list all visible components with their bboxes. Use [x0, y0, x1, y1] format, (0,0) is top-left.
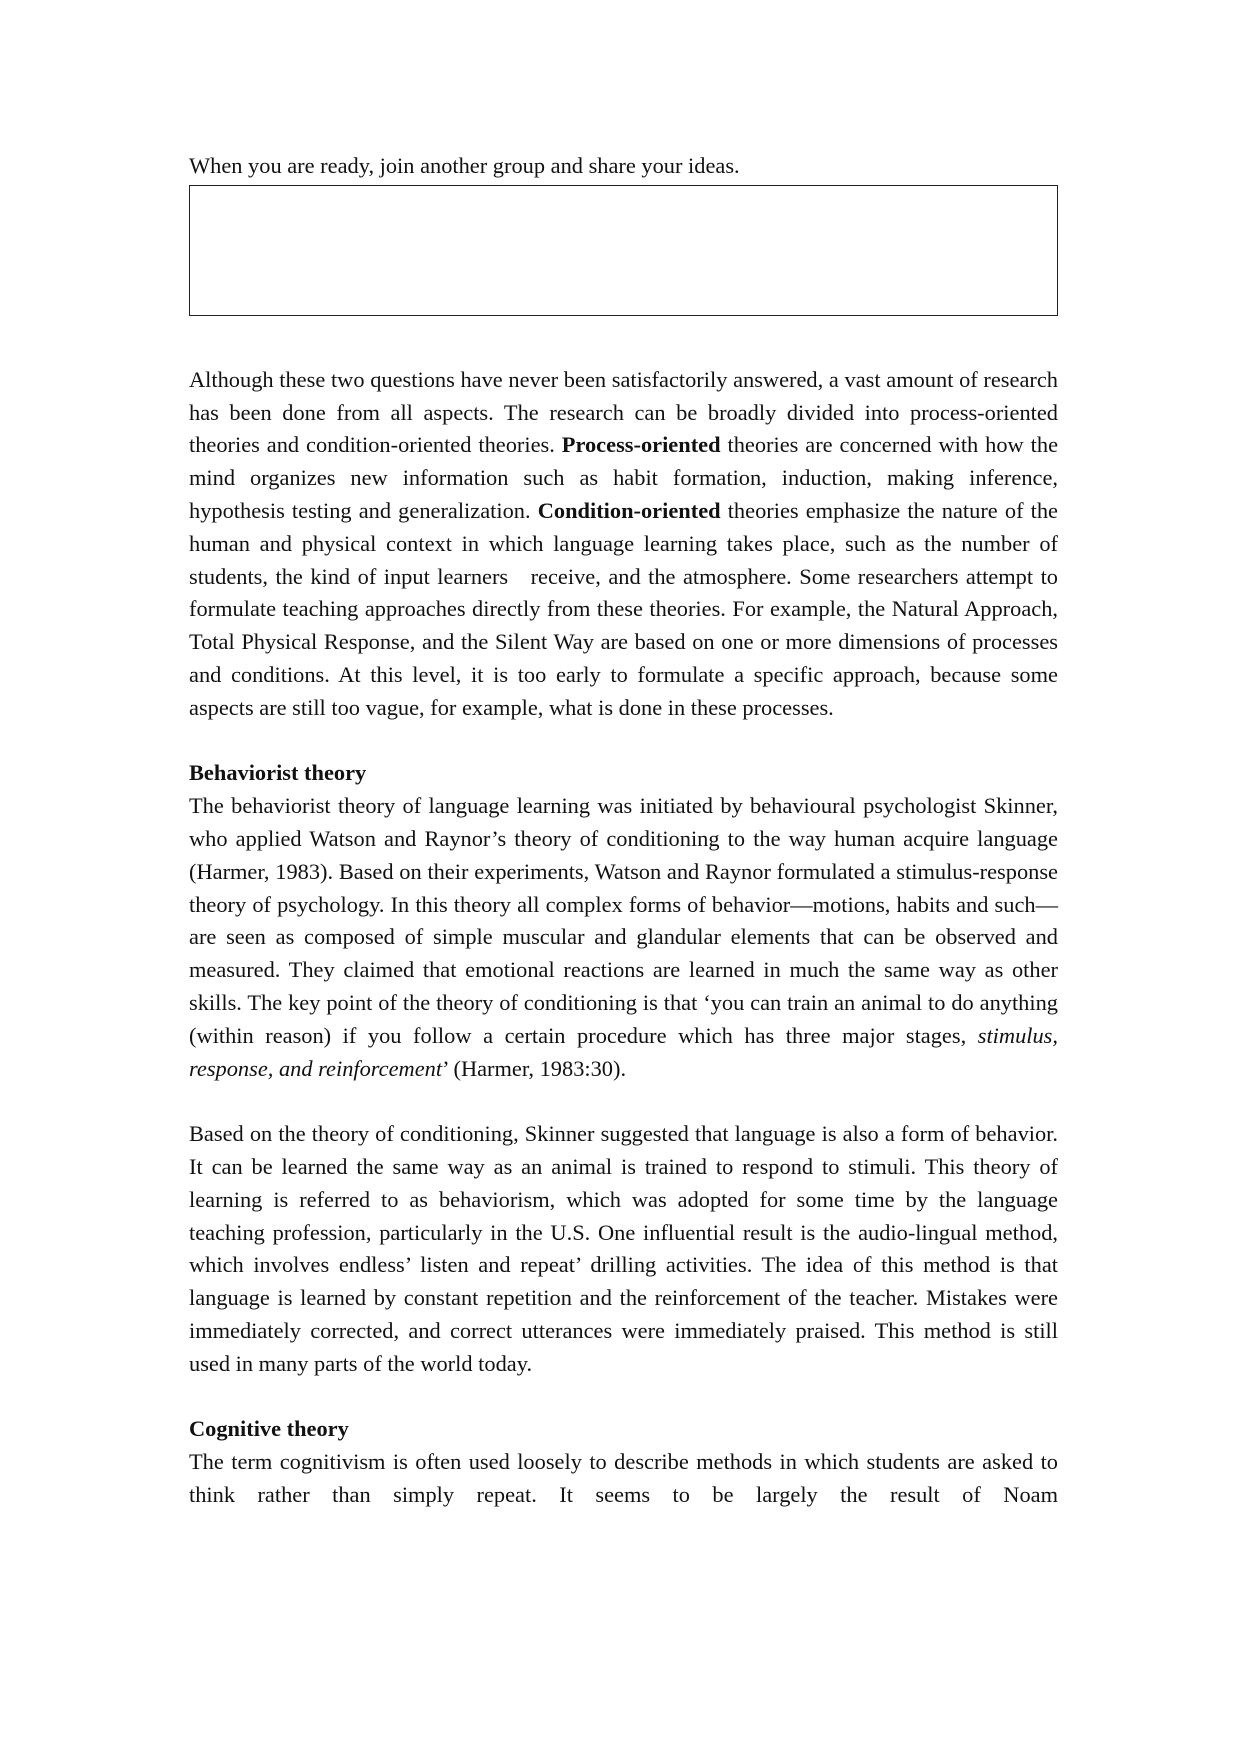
paragraph-theories-overview: Although these two questions have never been satisfactorily answered, a vast amount of research has been done from all aspects. The research can be broadly divided into process-oriented theories and condition-oriented theories. Process-oriented theories are concerned with how the mind organizes new information such as habit formation, induction, making inference, hypothesis testing and generalization. Condition-oriented theories emphasize the nature of the human and physical context in which language learning takes place, such as the number of students, the kind of input learners receive, and the atmosphere. Some researchers attempt to formulate teaching approaches directly from these theories. For example, the Natural Approach, Total Physical Response, and the Silent Way are based on one or more dimensions of processes and conditions. At this level, it is too early to formulate a specific approach, because some aspects are still too vague, for example, what is done in these processes. [189, 366, 1059, 720]
paragraph-cognitive-1: The term cognitivism is often used loosely to describe methods in which students are asked to think rather than simply repeat. It seems to be largely the result of Noam [189, 1449, 1058, 1507]
paragraph-behaviorist-2: Based on the theory of conditioning, Skinner suggested that language is also a form of behavior. It can be learned the same way as an animal is trained to respond to stimuli. This theory of learning is referred to as behaviorism, which was adopted for some time by the language teaching profession, particularly in the U.S. One influential result is the audio-lingual method, which involves endless’ listen and repeat’ drilling activities. The idea of this method is that language is learned by constant repetition and the reinforcement of the teacher. Mistakes were immediately corrected, and correct utterances were immediately praised. This method is still used in many parts of the world today. [189, 1121, 1058, 1376]
spacer [189, 1085, 1058, 1118]
intro-instruction: When you are ready, join another group and share your ideas. [189, 153, 740, 178]
term-condition-oriented: Condition-oriented [537, 497, 721, 523]
answer-box[interactable] [189, 185, 1058, 316]
spacer [189, 316, 1058, 364]
spacer [189, 725, 1058, 758]
heading-cognitive-theory: Cognitive theory [189, 1416, 349, 1442]
heading-behaviorist-theory: Behaviorist theory [189, 760, 367, 786]
italic-stages: stimulus, response, and reinforcement [189, 1022, 1058, 1081]
spacer [189, 1381, 1058, 1414]
paragraph-behaviorist-1: The behaviorist theory of language learning was initiated by behavioural psychologist Skinner, who applied Watson and Raynor’s theory of conditioning to the way human acquire language (Harmer, 1983). Based on their experiments, Watson and Raynor formulated a stimulus-response theory of psychology. In this theory all complex forms of behavior—motions, habits and such—are seen as composed of simple muscular and glandular elements that can be observed and measured. They claimed that emotional reactions are learned in much the same way as other skills. The key point of the theory of conditioning is that ‘you can train an animal to do anything (within reason) if you follow a certain procedure which has three major stages, stimulus, response, and reinforcement’ (Harmer, 1983:30). [189, 793, 1058, 1081]
document-page [189, 150, 1058, 1512]
term-process-oriented: Process-oriented [561, 432, 721, 458]
